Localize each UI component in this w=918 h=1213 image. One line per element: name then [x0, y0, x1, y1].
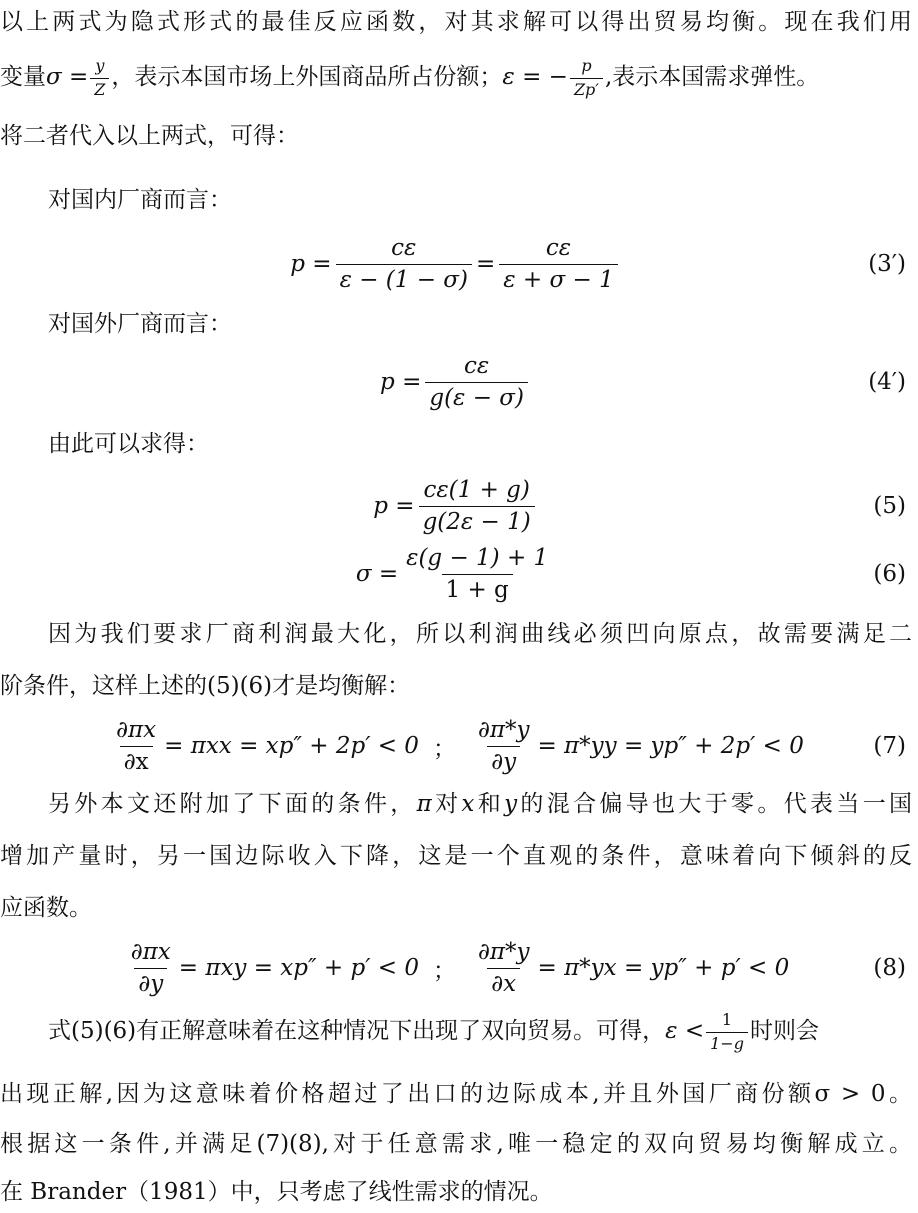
- eq3-fraction-1: $\frac{c\varepsilon}{\varepsilon - (1 - \sigma)}$: [336, 235, 472, 293]
- foreign-firm-label: 对国外厂商而言：: [48, 311, 232, 337]
- eq6-fraction: $\frac{\varepsilon(g - 1) + 1}{1 + g}$: [406, 545, 549, 603]
- text-variable: 变量: [0, 64, 46, 90]
- para2-line2: 阶条件，这样上述的(5)(6)才是均衡解：: [0, 673, 411, 699]
- para1-line2: [0, 54, 912, 100]
- equation-8: $\frac{\partial\pi x}{\partial y}$ = πxy = xp″ + p′ < 0 ； $\frac{\partial\pi*y}{\partial x}$ = π*yx = yp″ + p′ < 0 (8): [0, 936, 912, 1000]
- equation-number: (5): [873, 493, 906, 519]
- equation-6: σ = $\frac{\varepsilon(g - 1) + 1}{1 + g}$ (6): [355, 545, 906, 603]
- para3-line1: 另外本文还附加了下面的条件，π对x和y的混合偏导也大于零。代表当一国: [48, 791, 912, 817]
- para1-line3: 将二者代入以上两式，可得：: [0, 123, 299, 149]
- eq7-partial-left: $\frac{\partial\pi x}{\partial x}$: [116, 717, 157, 775]
- equation-number: (6): [873, 561, 906, 587]
- equation-4: p = $\frac{c\varepsilon}{g(\varepsilon - \sigma)}$ (4′): [380, 353, 906, 411]
- eps-def: ε = −: [502, 64, 568, 90]
- equation-3: p = $\frac{c\varepsilon}{\varepsilon - (1 - \sigma)}$ = $\frac{c\varepsilon}{\varepsilon + \sigma - 1}$ (3′): [290, 235, 906, 293]
- eq7-partial-right: $\frac{\partial\pi*y}{\partial y}$: [477, 717, 530, 775]
- para3-line3: 应函数。: [0, 895, 92, 921]
- para1-line1: 以上两式为隐式形式的最佳反应函数，对其求解可以得出贸易均衡。现在我们用: [0, 9, 912, 35]
- sigma-def: σ =: [46, 64, 89, 90]
- text-share: ，表示本国市场上外国商品所占份额；: [111, 64, 503, 90]
- equation-7: $\frac{\partial\pi x}{\partial x}$ = πxx = xp″ + 2p′ < 0 ； $\frac{\partial\pi*y}{\partial y}$ = π*yy = yp″ + 2p′ < 0 (7): [0, 714, 912, 778]
- equation-number: (7): [873, 733, 906, 759]
- eps-fraction: $\frac{p}{Zp'}$: [570, 57, 603, 99]
- para4-line3: 根据这一条件,并满足(7)(8),对于任意需求,唯一稳定的双向贸易均衡解成立。: [0, 1131, 912, 1157]
- para4-line2: 出现正解,因为这意味着价格超过了出口的边际成本,并且外国厂商份额σ > 0。: [0, 1081, 912, 1107]
- equation-number: (3′): [868, 251, 906, 277]
- para2-line1: 因为我们要求厂商利润最大化，所以利润曲线必须凹向原点，故需要满足二: [48, 621, 912, 647]
- text-elasticity: ,表示本国需求弹性。: [604, 64, 820, 90]
- eq8-partial-left: $\frac{\partial\pi x}{\partial y}$: [130, 939, 171, 997]
- para3-line2: 增加产量时，另一国边际收入下降，这是一个直观的条件，意味着向下倾斜的反: [0, 843, 912, 869]
- para4-line4: 在 Brander（1981）中，只考虑了线性需求的情况。: [0, 1179, 553, 1205]
- inequality-fraction: $\frac{1}{1-g}$: [706, 1011, 748, 1053]
- equation-5: p = $\frac{c\varepsilon(1 + g)}{g(2\varepsilon - 1)}$ (5): [373, 477, 906, 535]
- sigma-fraction: $\frac{y}{Z}$: [90, 57, 109, 99]
- domestic-firm-label: 对国内厂商而言：: [48, 187, 232, 213]
- eq4-fraction: $\frac{c\varepsilon}{g(\varepsilon - \sigma)}$: [425, 353, 528, 411]
- para4-line1: 式(5)(6)有正解意味着在这种情况下出现了双向贸易。可得，ε < $\frac{1}{1-g}$ 时则会: [48, 1010, 819, 1053]
- equation-number: (4′): [868, 369, 906, 395]
- eq3-fraction-2: $\frac{c\varepsilon}{\varepsilon + \sigma - 1}$: [499, 235, 617, 293]
- equation-number: (8): [873, 955, 906, 981]
- eq8-partial-right: $\frac{\partial\pi*y}{\partial x}$: [477, 939, 530, 997]
- derive-label: 由此可以求得：: [48, 431, 209, 457]
- eq5-fraction: $\frac{c\varepsilon(1 + g)}{g(2\varepsilon - 1)}$: [419, 477, 535, 535]
